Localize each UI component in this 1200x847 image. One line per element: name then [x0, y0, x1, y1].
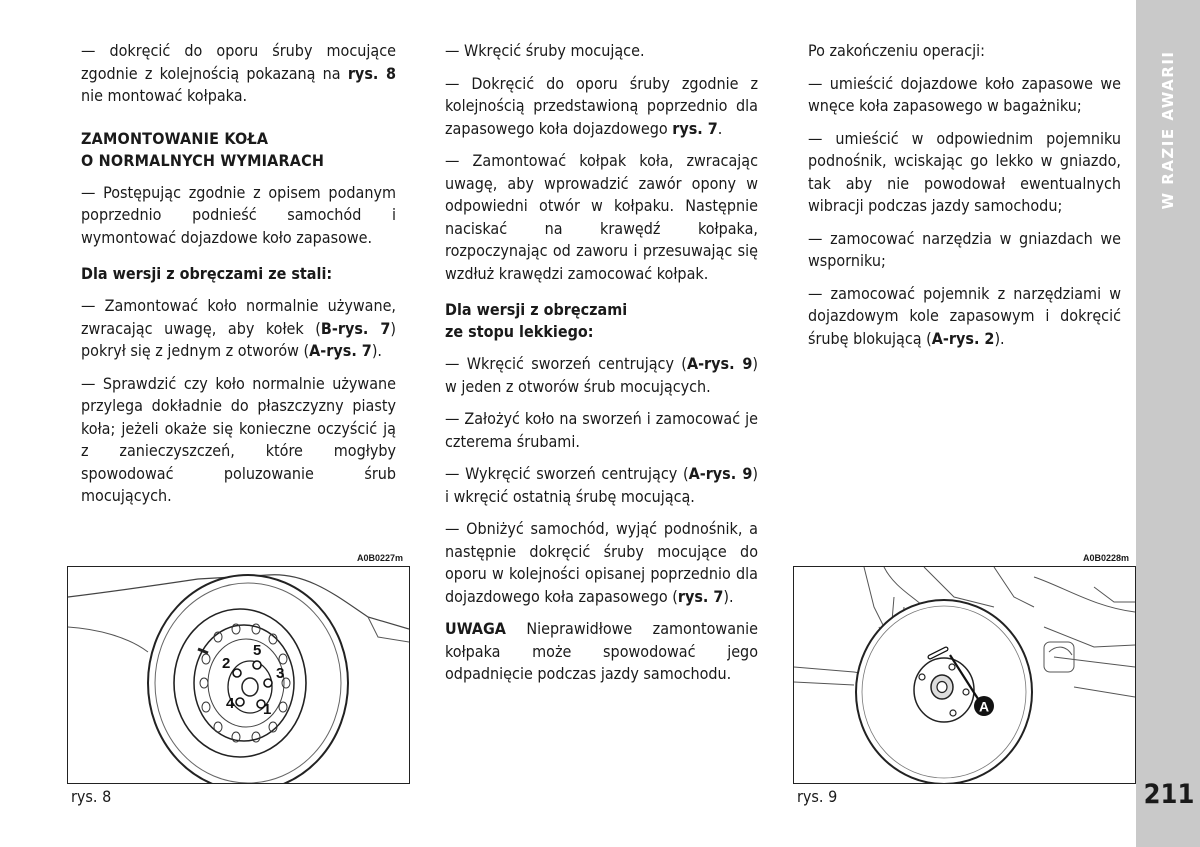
paragraph: — Postępując zgodnie z opisem podanym poprzednio podnieść samochód i wymontować dojazdowe koło zapasowe. — [81, 182, 396, 247]
paragraph: — zamocować narzędzia w gniazdach we wsporniku; — [808, 228, 1121, 270]
paragraph: — dokręcić do oporu śruby mocujące zgodnie z kolejnością pokazaną na rys. 8 nie montować kołpaka. — [81, 41, 396, 105]
figure-8-code: A0B0227m — [357, 553, 404, 563]
paragraph: — Zamontować kołpak koła, zwracając uwagę, aby wprowadzić zawór opony w odpowiedni otwór w kołpaku. Następnie naciskać na krawędź kołpaka, rozpoczynając od zaworu i przesuwając się wzdłuż krawędzi zamocować kołpak. — [445, 151, 758, 283]
paragraph: — Założyć koło na sworzeń i zamocować je czterema śrubami. — [445, 409, 758, 451]
paragraph: — umieścić dojazdowe koło zapasowe we wnęce koła zapasowego w bagażniku; — [808, 73, 1121, 115]
section-heading: ZAMONTOWANIE KOŁA O NORMALNYCH WYMIARACH — [81, 128, 325, 170]
column-2 — [445, 40, 758, 696]
paragraph: — Wkręcić sworzeń centrujący (A-rys. 9) w jeden z otworów śrub mocujących. — [445, 354, 759, 396]
warning-paragraph: UWAGA Nieprawidłowe zamontowanie kołpaka może spowodować jego odpadnięcie podczas jazdy samochodu. — [445, 619, 758, 683]
wheel-illustration — [68, 567, 409, 783]
bolt-label: 1 — [263, 701, 272, 718]
subheading: Dla wersji z obręczami ze stopu lekkiego: — [445, 300, 628, 341]
paragraph: — Obniżyć samochód, wyjąć podnośnik, a następnie dokręcić śruby mocujące do oporu w kolejności opisanej poprzednio dla dojazdowego koła zapasowego (rys. 7). — [445, 519, 758, 606]
hub-illustration — [794, 567, 1135, 783]
paragraph: Po zakończeniu operacji: — [808, 41, 986, 60]
paragraph: — Sprawdzić czy koło normalnie używane przylega dokładnie do płaszczyzny piasty koła; jeżeli okaże się konieczne oczyścić ją z zanieczyszczeń, które mogłyby spowodować poluzowanie śrub mocujących. — [81, 373, 396, 505]
paragraph: — Wkręcić śruby mocujące. — [445, 41, 645, 60]
paragraph: — zamocować pojemnik z narzędziami w dojazdowym kole zapasowym i dokręcić śrubę blokującą (A-rys. 2). — [808, 283, 1121, 348]
bolt-label: 5 — [253, 642, 262, 659]
paragraph: — umieścić w odpowiednim pojemniku podnośnik, wciskając go lekko w gniazdo, tak aby nie powodował ewentualnych wibracji podczas jazdy samochodu; — [808, 128, 1121, 215]
section-title: W RAZIE AWARII — [1159, 50, 1177, 210]
figure-8-caption: rys. 8 — [71, 787, 112, 806]
bolt-label: 4 — [226, 695, 235, 712]
page-number: 211 — [1143, 779, 1195, 810]
subheading: Dla wersji z obręczami ze stali: — [81, 264, 333, 283]
column-1 — [81, 40, 396, 518]
paragraph: — Zamontować koło normalnie używane, zwracając uwagę, aby kołek (B-rys. 7) pokrył się z jednym z otworów (A-rys. 7). — [81, 296, 397, 360]
bolt-label: 3 — [276, 665, 285, 682]
bolt-label: 2 — [222, 655, 231, 672]
figure-9-hub — [793, 566, 1136, 784]
callout-label: A — [978, 698, 990, 715]
paragraph: — Wykręcić sworzeń centrujący (A-rys. 9) i wkręcić ostatnią śrubę mocującą. — [445, 464, 758, 506]
figure-9-caption: rys. 9 — [797, 787, 838, 806]
paragraph: — Dokręcić do oporu śruby zgodnie z kolejnością przedstawioną poprzednio dla zapasowego koła dojazdowego rys. 7. — [445, 73, 758, 138]
figure-9-code: A0B0228m — [1083, 553, 1130, 563]
column-3 — [808, 40, 1121, 360]
warning-label: UWAGA — [445, 619, 506, 638]
figure-8-wheel — [67, 566, 410, 784]
